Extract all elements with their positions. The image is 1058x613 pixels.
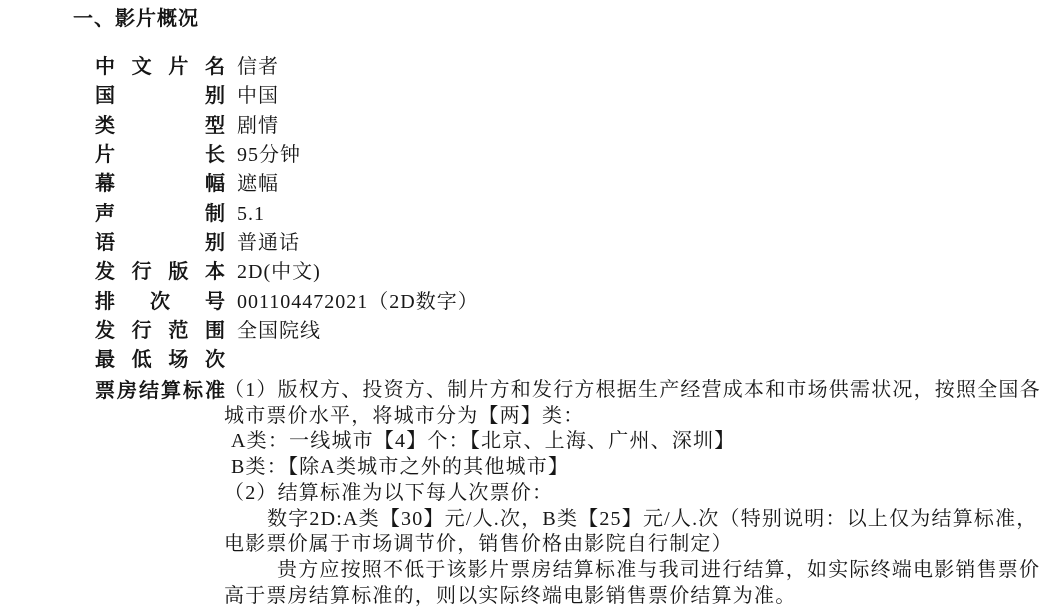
field-label: 发行范围 [95,320,225,343]
field-row [95,291,479,320]
settlement-line: 高于票房结算标准的，则以实际终端电影销售票价结算为准。 [224,584,797,607]
field-row [95,232,479,261]
field-row [95,380,225,403]
field-value: 001104472021（2D数字） [237,290,479,313]
settlement-label: 票房结算标准 [95,380,225,402]
settlement-lines [224,378,1041,609]
settlement-line: （1）版权方、投资方、制片方和发行方根据生产经营成本和市场供需状况，按照全国各 [224,379,1041,401]
field-row [95,203,479,232]
field-value: 2D(中文) [237,261,321,284]
settlement-line: 城市票价水平，将城市分为【两】类： [224,404,585,427]
settlement-line: B类：【除A类城市之外的其他城市】 [231,456,570,479]
field-label: 片长 [95,144,225,167]
field-value: 95分钟 [237,144,301,167]
field-label: 声制 [95,202,225,225]
field-row [95,261,479,290]
settlement-line: A类：一线城市【4】个：【北京、上海、广州、深圳】 [231,430,736,453]
field-row [95,144,479,173]
field-row [95,349,479,378]
field-row [95,320,479,349]
field-label: 语别 [95,232,225,255]
field-value: 剧情 [237,114,279,137]
settlement-line: 数字2D:A类【30】元/人.次，B类【25】元/人.次（特别说明：以上仅为结算标准， [267,507,1038,530]
field-value: 普通话 [237,232,300,255]
field-value: 遮幅 [237,173,279,196]
section-title: 一、影片概况 [73,8,199,30]
settlement-line: （2）结算标准为以下每人次票价： [224,481,554,504]
settlement-line: 电影票价属于市场调节价，销售价格由影院自行制定） [224,533,733,556]
field-value: 5.1 [237,202,265,225]
field-label: 最低场次 [95,349,225,372]
field-label: 幕幅 [95,173,225,196]
field-row [95,173,479,202]
field-value: 中国 [237,85,279,108]
field-row [95,115,479,144]
field-label: 国别 [95,85,225,108]
settlement-line: 贵方应按照不低于该影片票房结算标准与我司进行结算，如实际终端电影销售票价 [277,558,1041,581]
field-label: 发行版本 [95,261,225,284]
field-value: 信者 [237,56,279,78]
field-label: 类型 [95,114,225,137]
fields-list [95,56,479,379]
field-value: 全国院线 [237,320,321,343]
field-label: 排次号 [95,290,225,313]
field-row [95,56,479,85]
field-row [95,85,479,114]
field-label: 中文片名 [95,56,225,78]
